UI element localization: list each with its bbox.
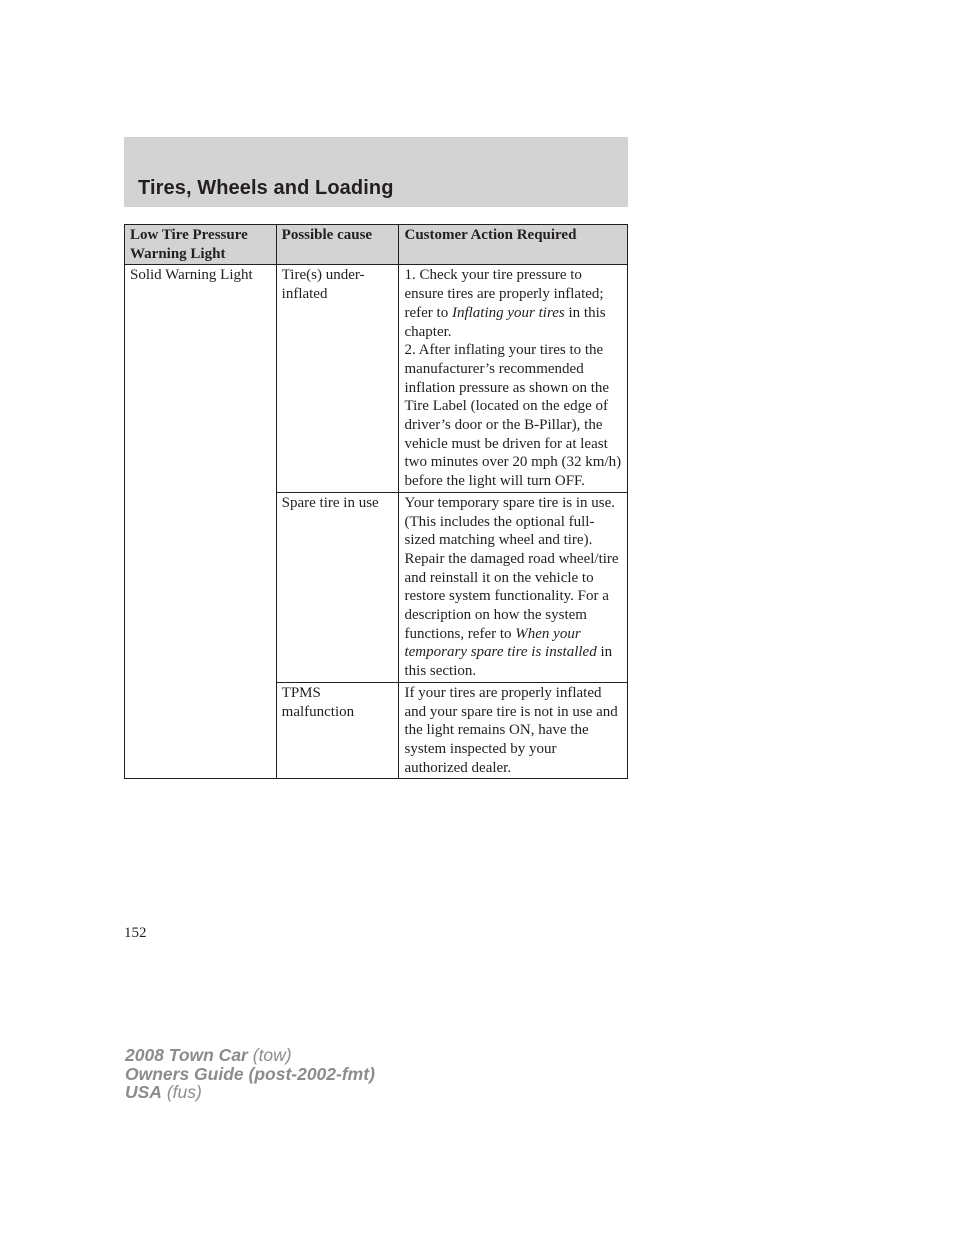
document-footer — [125, 1046, 375, 1102]
header-possible-cause: Possible cause — [276, 225, 399, 265]
table-header-row — [125, 225, 628, 265]
action-cell — [399, 265, 628, 492]
footer-line-guide — [125, 1065, 375, 1084]
footer-model-name: 2008 Town Car — [125, 1045, 248, 1065]
footer-model-code: (tow) — [247, 1045, 292, 1065]
action-text: 2. After inflating your tires to the manufacturer’s recommended inflation pressure as shown on the Tire Label (located on the edge of driver’s door or the B-Pillar), the vehicle must be driven for at least two minutes over 20 mph (32 km/h) before the light will turn OFF. — [404, 342, 622, 490]
page-number: 152 — [124, 925, 147, 941]
cross-reference-text: Inflating your tires — [451, 304, 565, 321]
chapter-header-band — [124, 137, 628, 207]
header-customer-action: Customer Action Required — [399, 225, 628, 265]
footer-line-market — [125, 1083, 375, 1102]
action-text: 1. Check your tire pressure to ensure tires are properly inflated; refer to — [404, 267, 604, 321]
table-row — [125, 265, 628, 492]
action-text: Your temporary spare tire is in use. (This includes the optional full-sized matching wheel and tire). Repair the damaged road wheel/tire and reinstall it on the vehicle to restore system functionality. For a description on how the system functions, refer to — [404, 494, 619, 642]
header-warning-light: Low Tire Pressure Warning Light — [125, 225, 277, 265]
action-text: in this section. — [404, 644, 613, 680]
footer-market-name: USA — [125, 1082, 162, 1102]
action-text: If your tires are properly inflated and your spare tire is not in use and the light remains ON, have the system inspected by your authorized dealer. — [404, 684, 618, 776]
action-cell — [399, 682, 628, 779]
cause-cell: Tire(s) under-inflated — [276, 265, 399, 492]
cross-reference-text: When your temporary spare tire is installed — [404, 625, 597, 661]
cause-cell: TPMS malfunction — [276, 682, 399, 779]
chapter-title: Tires, Wheels and Loading — [138, 177, 394, 199]
footer-market-code: (fus) — [161, 1082, 202, 1102]
warning-light-cell: Solid Warning Light — [125, 265, 277, 779]
tpms-warning-table — [124, 224, 628, 779]
action-text: in this chapter. — [404, 304, 606, 340]
action-cell — [399, 492, 628, 682]
footer-guide-name: Owners Guide (post-2002-fmt) — [125, 1063, 375, 1084]
footer-line-model — [125, 1046, 375, 1065]
cause-cell: Spare tire in use — [276, 492, 399, 682]
